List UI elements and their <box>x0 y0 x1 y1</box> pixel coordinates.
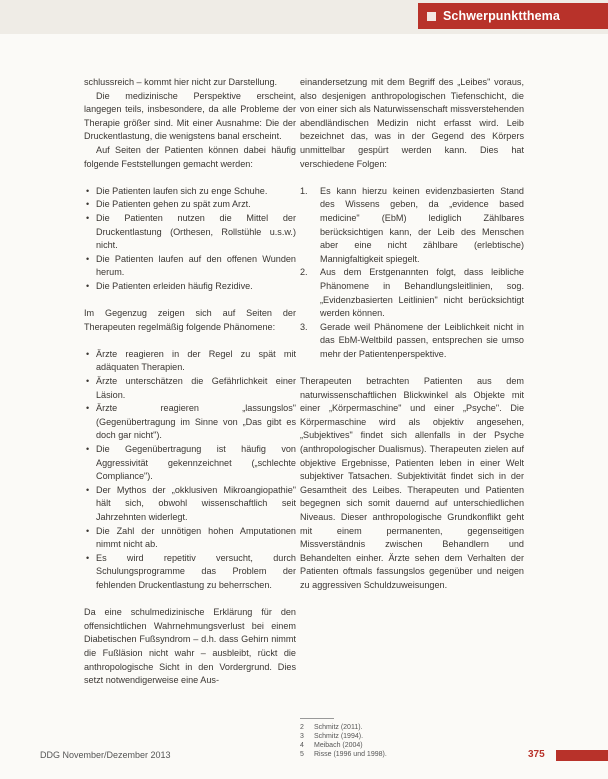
list-item: 2. Aus dem Erstgenannten folgt, dass leibliche Phänomene in Behandlungsleitlinien, sog. „Evidenzbasierten Leitlinien" nicht berücksichtigt werden können. <box>300 267 524 319</box>
square-bullet-icon <box>427 12 436 21</box>
list-item: • Die Patienten laufen sich zu enge Schuhe. <box>84 185 296 199</box>
therapist-phenomena-list <box>84 348 296 593</box>
list-item: 3. Gerade weil Phänomene der Leiblichkeit nicht in das EbM-Weltbild passen, entsprechen sie umso mehr der Patientenperspektive. <box>300 321 524 359</box>
footnote: 3 Schmitz (1994). <box>300 733 364 740</box>
list-item: • Die Patienten nutzen die Mittel der Druckentlastung (Orthesen, Rollstühle u.s.w.) nicht. <box>84 212 296 253</box>
list-item: • Ärzte reagieren in der Regel zu spät mit adäquaten Therapien. <box>84 348 296 375</box>
paragraph: Die medizinische Perspektive erscheint, langegen teils, insbesondere, da alle Probleme der Therapie größer sind. Mit einer Ausnahme: Die der Druckentlastung, die wenigstens banal erscheint. <box>84 90 296 142</box>
consequences-list <box>300 185 524 362</box>
section-tag <box>418 3 608 29</box>
patient-findings-list <box>84 185 296 294</box>
list-item: • Der Mythos der „okklusiven Mikroangiopathie" hält sich, obwohl wissenschaftlich seit Jahrzehnten widerlegt. <box>84 484 296 525</box>
page-number: 375 <box>528 749 545 760</box>
list-item: • Die Gegenübertragung ist häufig von Aggressivität gekennzeichnet („schlechte Compliance"). <box>84 443 296 484</box>
list-item: • Ärzte unterschätzen die Gefährlichkeit einer Läsion. <box>84 375 296 402</box>
journal-issue: DDG November/Dezember 2013 <box>40 750 171 760</box>
paragraph: schlussreich – kommt hier nicht zur Darstellung. <box>84 77 278 87</box>
footer-accent-bar <box>556 750 608 761</box>
section-tag-label: Schwerpunktthema <box>443 9 560 23</box>
list-item: • Die Patienten gehen zu spät zum Arzt. <box>84 198 296 212</box>
list-item: • Die Patienten erleiden häufig Rezidive. <box>84 280 296 294</box>
paragraph: Auf Seiten der Patienten können dabei häufig folgende Feststellungen gemacht werden: <box>84 144 296 169</box>
footnote: 2 Schmitz (2011). <box>300 724 363 731</box>
left-column <box>84 76 296 688</box>
list-item: • Die Zahl der unnötigen hohen Amputationen nimmt nicht ab. <box>84 525 296 552</box>
footnotes <box>300 718 500 759</box>
list-item: • Ärzte reagieren „lassungslos" (Gegenübertragung im Sinne von „Das gibt es doch gar nicht"). <box>84 402 296 443</box>
footnote: 4 Meibach (2004) <box>300 742 363 749</box>
list-item: 1. Es kann hierzu keinen evidenzbasierten Stand des Wissens geben, da „evidence based medicine" (EbM) lediglich Zählbares berücksichtigen kann, der Leib des Menschen aber eine nicht zählbare (erlebtische) Mannigfaltigkeit spiegelt. <box>300 185 524 264</box>
list-item: • Es wird repetitiv versucht, durch Schulungsprogramme das Problem der fehlenden Druckentlastung zu beherrschen. <box>84 552 296 593</box>
header-bar <box>0 0 608 34</box>
footnote-divider <box>300 718 334 719</box>
right-column <box>300 76 524 593</box>
list-item: • Die Patienten laufen auf den offenen Wunden herum. <box>84 253 296 280</box>
paragraph: Da eine schulmedizinische Erklärung für den offensichtlichen Wahrnehmungsverlust bei einem Diabetischen Fußsyndrom – d.h. dass Gehirn nimmt die Fußläsion nicht wahr – ausbleibt, rückt die anthropologische Sicht in den Vordergrund. Dies setzt notwendigerweise eine Aus- <box>84 607 296 686</box>
paragraph: einandersetzung mit dem Begriff des „Leibes" voraus, also desjenigen anthropologischen Tiefenschicht, die von einer sich als Naturwissenschaft missverstehenden abendländischen Medizin nicht erfasst wird. Leib bezeichnet das, was in der Gegend des Körpers unmittelbar gespürt werden kann. Dies hat verschiedene Folgen: <box>300 77 524 169</box>
footnote: 5 Risse (1996 und 1998). <box>300 751 387 758</box>
paragraph: Im Gegenzug zeigen sich auf Seiten der Therapeuten regelmäßig folgende Phänomene: <box>84 308 296 332</box>
paragraph: Therapeuten betrachten Patienten aus dem naturwissenschaftlichen Blickwinkel als Objekte mit einer „Körpermaschine" und einer „Psyche". Die Körpermaschine wird als objektiv angesehen, „Subjektives" findet sich allenfalls in der Psyche (anthropologischer Dualismus). Therapeuten zielen auf objektive Ergebnisse, Patienten leben in einer Welt subjektiver Tatsachen. Subjektivität findet sich in der Gesamtheit des Leibes. Therapeuten und Patienten begegnen sich somit dauernd auf unterschiedlichen Niveaus. Dieser anthropologische Grundkonflikt geht mit einem permanenten, gegenseitigen Missverständnis zwischen Behandlern und Behandelten einher. Ärzte sehen dem Verhalten der Patienten oftmals fassungslos gegenüber und neigen zu aggressiven Schuldzuweisungen. <box>300 376 524 590</box>
